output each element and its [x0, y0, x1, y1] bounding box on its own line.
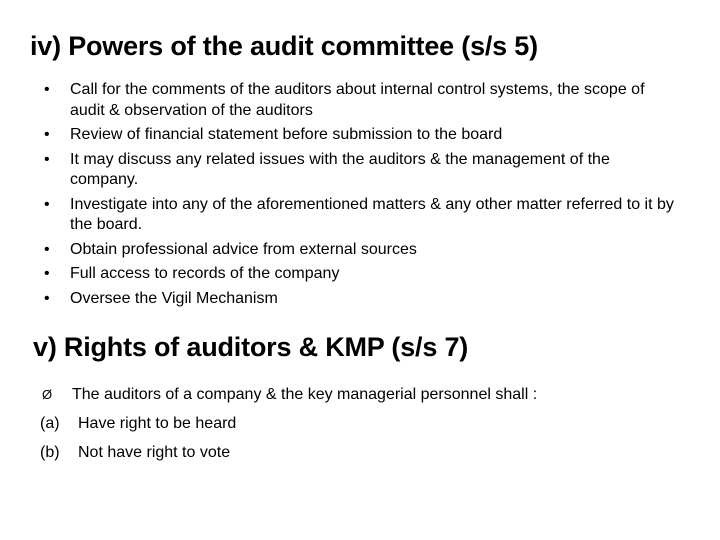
- list-item-text: Have right to be heard: [78, 415, 237, 432]
- bullet-icon: •: [44, 195, 50, 213]
- powers-bullet-list: [0, 80, 720, 313]
- list-item: [0, 413, 720, 442]
- list-item-text: Call for the comments of the auditors about internal control systems, the scope of audit & observation of the auditors: [70, 81, 645, 119]
- arrow-bullet-icon: Ø: [42, 387, 53, 402]
- list-item: [0, 240, 720, 261]
- bullet-icon: •: [44, 81, 50, 98]
- rights-list: [0, 384, 720, 471]
- list-item: [0, 150, 720, 191]
- list-item: [0, 264, 720, 285]
- list-item-text: Not have right to vote: [78, 444, 231, 461]
- section-heading-powers: iv) Powers of the audit committee (s/s 5): [30, 31, 538, 61]
- list-item: [0, 80, 720, 121]
- list-item-marker: (a): [40, 415, 60, 432]
- section-heading-rights: v) Rights of auditors & KMP (s/s 7): [33, 332, 469, 362]
- rights-intro-row: [0, 384, 720, 413]
- list-item: [0, 289, 720, 310]
- bullet-icon: •: [44, 265, 50, 282]
- bullet-icon: •: [44, 126, 50, 143]
- bullet-icon: •: [44, 289, 50, 307]
- list-item-text: Obtain professional advice from external sources: [70, 240, 417, 258]
- list-item: [0, 125, 720, 146]
- list-item: [0, 195, 720, 236]
- list-item-marker: (b): [40, 444, 60, 461]
- rights-intro-text: The auditors of a company & the key managerial personnel shall :: [72, 386, 538, 403]
- list-item-text: Review of financial statement before submission to the board: [70, 126, 503, 143]
- list-item: [0, 442, 720, 471]
- list-item-text: Oversee the Vigil Mechanism: [70, 289, 278, 307]
- bullet-icon: •: [44, 240, 50, 258]
- list-item-text: Full access to records of the company: [70, 265, 340, 282]
- bullet-icon: •: [44, 150, 50, 168]
- list-item-text: Investigate into any of the aforementioned matters & any other matter referred to it by the board.: [70, 195, 674, 233]
- list-item-text: It may discuss any related issues with the auditors & the management of the company.: [70, 150, 610, 188]
